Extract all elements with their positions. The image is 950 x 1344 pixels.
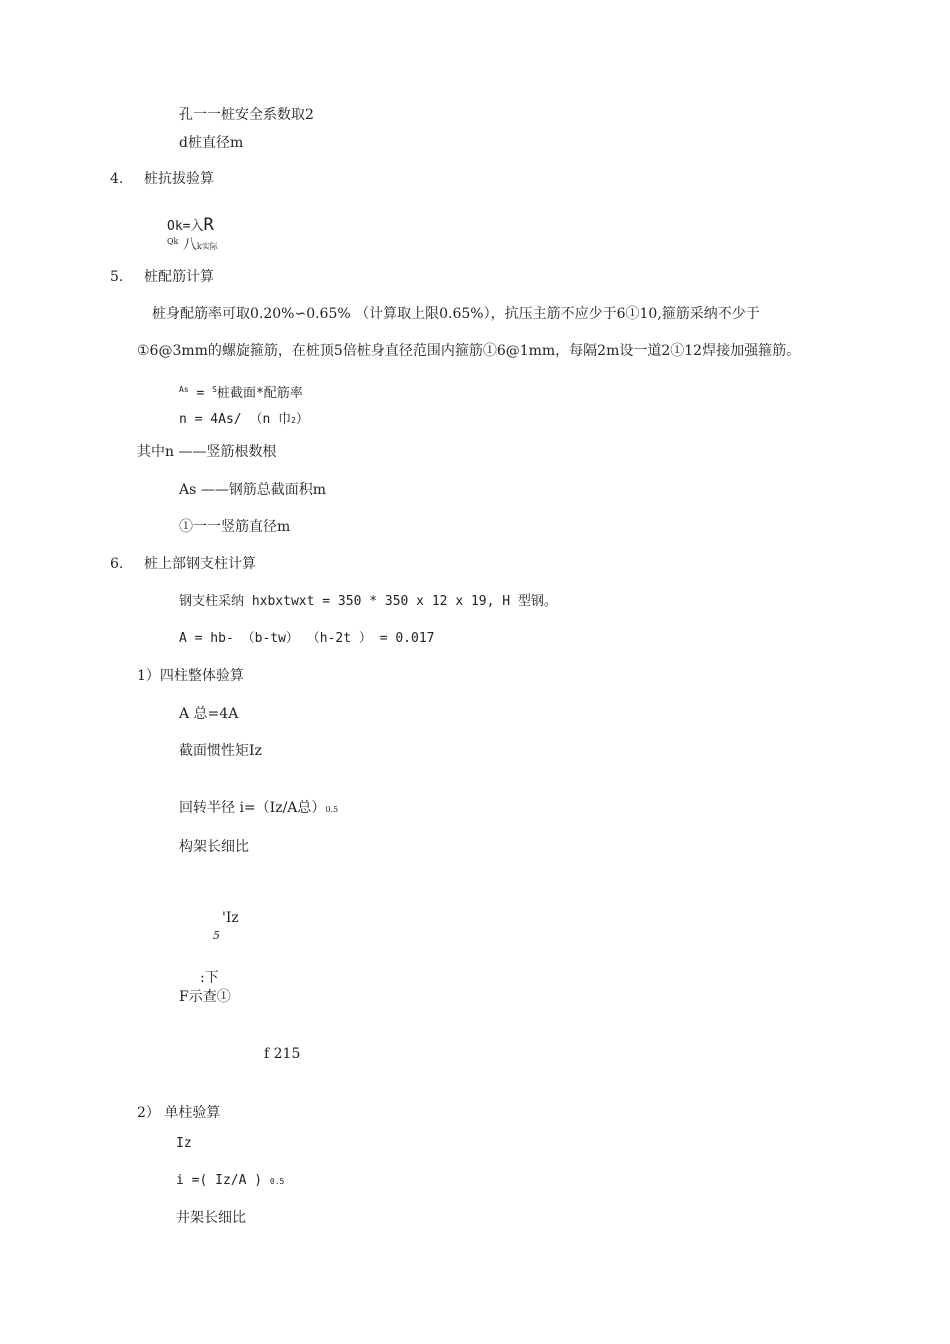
section-title: 桩配筋计算 [144, 269, 214, 285]
text-line: 其中n ——竖筋根数根 [137, 444, 277, 460]
text-line: 孔一一桩安全系数取2 [179, 107, 314, 123]
formula-subscript: 2 [291, 416, 296, 425]
text-line: A 总=4A [179, 706, 239, 722]
section-title: 桩抗拔验算 [144, 171, 214, 187]
formula-line [179, 799, 338, 819]
text-line: 构架长细比 [179, 839, 249, 855]
section-number: 5. [110, 269, 124, 285]
formula-text: 桩截面*配筋率 [216, 386, 303, 401]
formula-subscript: 0.5 [325, 805, 339, 814]
text-line: As ——钢筋总截面积m [179, 482, 327, 498]
formula-symbol: R [203, 215, 214, 235]
formula-fragment: :下 [200, 970, 219, 986]
paragraph-line: 桩身配筋率可取0.20%∽0.65% （计算取上限0.65%），抗压主筋不应少于6①10,箍筋采纳不少于 [152, 306, 760, 322]
formula-fragment: 'Iz [222, 910, 239, 926]
text-line: 井架长细比 [176, 1210, 246, 1226]
paragraph-line: ①6@3mm的螺旋箍筋，在桩顶5倍桩身直径范围内箍筋①6@1mm，每隔2m设一道2①12焊接加强箍筋。 [137, 343, 801, 359]
formula-line: A = hb- （b-tw） （h-2t ） = 0.017 [179, 631, 435, 646]
formula-line [179, 385, 303, 404]
section-heading-6 [110, 555, 256, 573]
formula-subscript: k实际 [196, 242, 218, 251]
text-line: d桩直径m [179, 135, 244, 151]
formula-text: Ok=入 [167, 219, 204, 234]
formula-line [176, 1172, 284, 1191]
section-number: 6. [110, 556, 124, 572]
formula-text: i =( Iz/A ) [176, 1173, 263, 1188]
formula-fragment: f 215 [264, 1046, 301, 1062]
formula-fragment: 5 [213, 929, 220, 942]
formula-line: Iz [176, 1136, 192, 1151]
formula-superscript: As [179, 385, 189, 394]
formula-superscript: S [212, 385, 217, 394]
subsection-heading: 1）四柱整体验算 [137, 668, 244, 684]
subsection-heading: 2） 单柱验算 [137, 1105, 221, 1121]
formula-text: 回转半径 i=（Iz/A总） [179, 800, 326, 816]
formula-subscript: 0.5 [269, 1177, 285, 1186]
formula-line: 钢支柱采纳 hxbxtwxt = 350 * 350 x 12 x 19, H 型钢。 [179, 594, 557, 609]
text-line: F示查① [179, 989, 231, 1005]
formula-text: = [188, 386, 213, 401]
text-line: 截面惯性矩Iz [179, 743, 262, 759]
formula-text: n = 4As/ （n 巾 [179, 412, 292, 427]
text-line: ①一一竖筋直径m [179, 519, 291, 535]
section-number: 4. [110, 171, 124, 187]
formula-superscript: Qk [167, 237, 179, 246]
formula-line [167, 236, 218, 256]
section-title: 桩上部钢支柱计算 [144, 556, 256, 572]
formula-line [167, 216, 214, 236]
formula-text: ） [295, 412, 309, 427]
section-heading-5 [110, 268, 214, 286]
formula-line [179, 411, 309, 430]
section-heading-4 [110, 170, 214, 188]
formula-text: 八 [182, 237, 197, 253]
